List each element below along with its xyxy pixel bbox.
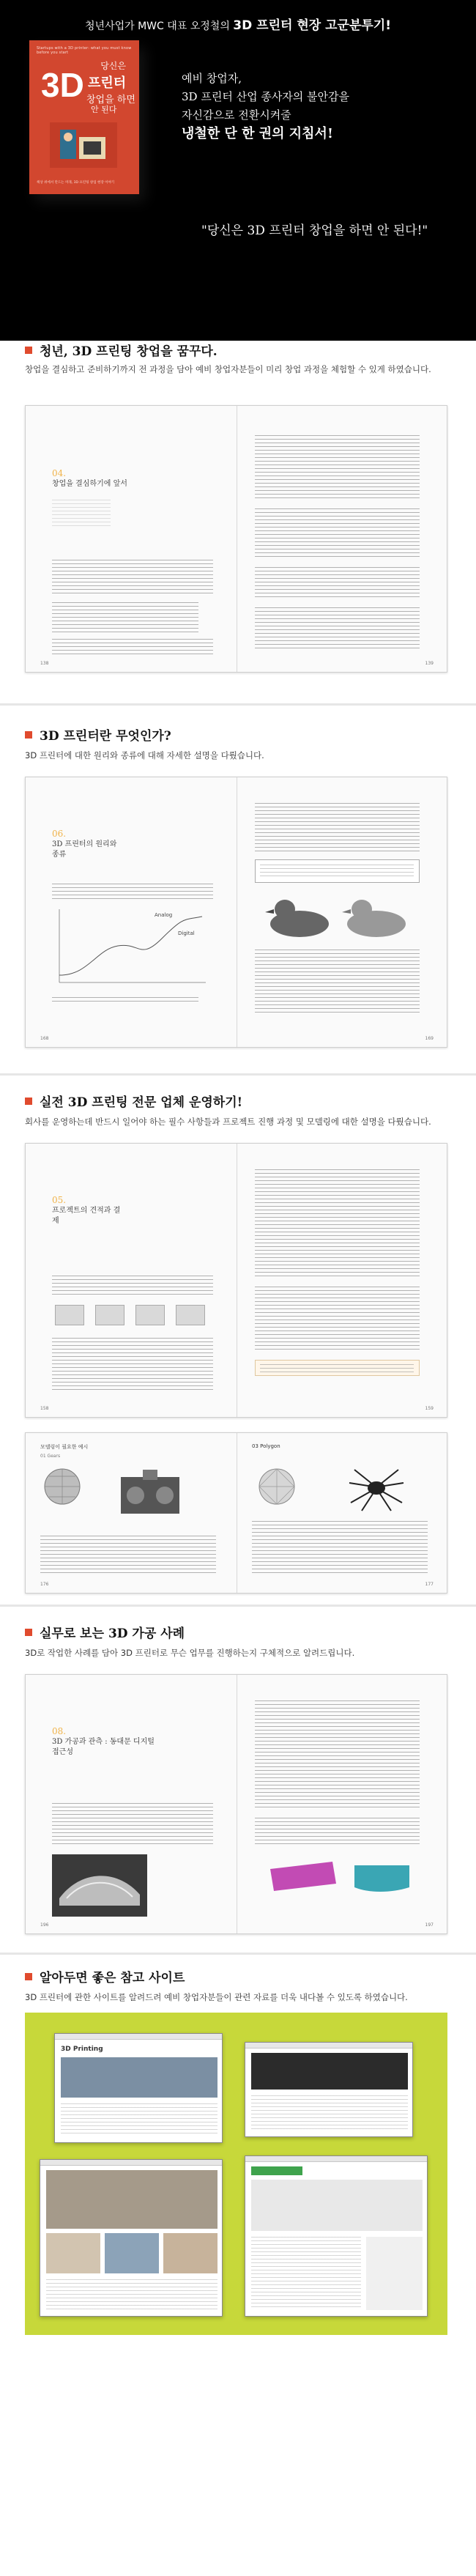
page-tag: 03 Polygon xyxy=(252,1443,280,1449)
section-title: 청년, 3D 프린팅 창업을 꿈꾸다. xyxy=(40,344,217,359)
chart-label-analog: Analog xyxy=(155,912,173,918)
section-marker xyxy=(25,1098,32,1105)
book-top-text: Startups with a 3D printer: what you must know before you start xyxy=(37,46,132,55)
site-logo xyxy=(251,2166,302,2175)
right-page xyxy=(237,1144,447,1417)
site-screenshot[interactable] xyxy=(54,2033,223,2143)
building-photo xyxy=(52,1854,147,1917)
3d-parts-image xyxy=(267,1858,413,1895)
tagline-highlight: 3D 프린터 현장 고군분투기! xyxy=(233,18,391,33)
left-page xyxy=(26,406,237,672)
section-marker xyxy=(25,1629,32,1636)
section-description: 3D로 작업한 사례를 담아 3D 프린터로 무슨 업무를 진행하는지 구체적으로 알려드립니다. xyxy=(25,1648,355,1658)
hero-banner xyxy=(0,0,476,341)
body-text xyxy=(255,1287,420,1352)
section-description: 3D 프린터에 대한 원리와 종류에 대해 자세한 설명을 다뤘습니다. xyxy=(25,750,264,760)
section-description: 창업을 결심하고 준비하기까지 전 과정을 담아 예비 창업자분들이 미리 창업 과정을 체험할 수 있게 하였습니다. xyxy=(25,364,431,374)
section-title: 실무로 보는 3D 가공 사례 xyxy=(40,1626,185,1641)
hero-quote: "당신은 3D 프린터 창업을 하면 안 된다!" xyxy=(201,223,428,238)
section-divider xyxy=(0,1073,476,1076)
body-text xyxy=(52,1338,213,1393)
body-text xyxy=(255,435,420,501)
body-text xyxy=(52,884,213,900)
body-text xyxy=(52,639,213,657)
polygon-sphere-image xyxy=(255,1466,299,1506)
site-banner xyxy=(251,2053,408,2090)
tagline-prefix: 청년사업가 MWC 대표 오정철의 xyxy=(85,21,234,32)
section-marker xyxy=(25,347,32,354)
book-title-3d: 3D xyxy=(41,66,84,104)
body-text xyxy=(255,508,420,560)
section-startup xyxy=(0,341,476,718)
section-3d-printer xyxy=(0,718,476,1084)
spider-model-image xyxy=(343,1462,409,1514)
body-text xyxy=(255,803,420,854)
site-screenshot[interactable] xyxy=(245,2042,413,2137)
left-page xyxy=(26,777,237,1047)
book-title-sub2: 안 된다 xyxy=(91,105,117,114)
body-text xyxy=(255,1818,420,1847)
section-divider xyxy=(0,703,476,706)
section-title: 실전 3D 프린팅 전문 업체 운영하기! xyxy=(40,1095,243,1110)
page-tag: 모델링이 필요한 예시 xyxy=(40,1444,89,1450)
site-screenshot[interactable] xyxy=(40,2159,223,2317)
site-text xyxy=(251,2095,408,2132)
chart-label-digital: Digital xyxy=(178,930,195,936)
site-thumb xyxy=(105,2233,159,2273)
chapter-title: 프로젝트의 견적과 결제 xyxy=(52,1207,121,1225)
body-text xyxy=(40,1536,216,1576)
section-marker xyxy=(25,731,32,739)
subtitle-text xyxy=(52,500,111,529)
page-number: 176 xyxy=(40,1582,49,1587)
section-case-study xyxy=(0,1612,476,1960)
book-foot-text: 책상 위에서 만드는 미래, 3D 프린팅 창업 현장 이야기 xyxy=(37,180,115,185)
browser-bar xyxy=(40,2160,222,2166)
device-icon xyxy=(176,1305,205,1325)
body-text xyxy=(255,607,420,651)
left-page xyxy=(26,1144,237,1417)
reference-sites-panel xyxy=(25,2013,447,2335)
section-title: 알아두면 좋은 참고 사이트 xyxy=(40,1971,185,1985)
body-text xyxy=(255,950,420,1015)
right-page xyxy=(237,777,447,1047)
duck-models-image xyxy=(259,891,417,942)
page-number: 168 xyxy=(40,1036,49,1041)
book-title-small: 당신은 xyxy=(100,61,126,71)
hero-copy-strong: 냉철한 단 한 권의 지침서! xyxy=(182,126,333,141)
caption-text xyxy=(52,997,198,1004)
body-text xyxy=(252,1521,428,1576)
section-heading xyxy=(25,1092,242,1110)
book-spread xyxy=(25,777,447,1048)
hero-copy xyxy=(182,70,349,143)
site-banner xyxy=(251,2180,423,2231)
device-icon xyxy=(55,1305,84,1325)
section-reference-sites xyxy=(0,1960,476,2356)
left-page xyxy=(26,1433,237,1593)
book-spread xyxy=(25,1143,447,1418)
device-icon xyxy=(95,1305,124,1325)
body-text xyxy=(52,1276,213,1298)
body-text xyxy=(52,1803,213,1847)
page-number: 196 xyxy=(40,1922,49,1928)
note-box xyxy=(255,1360,420,1376)
chapter-title: 3D 가공과 관측 : 동대문 디지털 접근성 xyxy=(52,1738,155,1756)
site-logo-text: 3D Printing xyxy=(61,2046,103,2053)
chapter-number: 08. xyxy=(52,1726,67,1736)
page-number: 138 xyxy=(40,661,49,666)
section-divider xyxy=(0,1953,476,1955)
site-thumb xyxy=(46,2233,100,2273)
page-caption: 01 Gears xyxy=(40,1454,61,1459)
page-number: 139 xyxy=(425,661,434,666)
page-number: 159 xyxy=(425,1406,434,1411)
hero-copy-line: 자신감으로 전환시켜줄 xyxy=(182,108,291,122)
book-title-printer: 프린터 xyxy=(88,75,127,91)
site-banner xyxy=(61,2057,217,2098)
hero-copy-line: 3D 프린터 산업 종사자의 불안감을 xyxy=(182,90,350,103)
hero-copy-line: 예비 창업자, xyxy=(182,72,242,85)
engine-model-image xyxy=(110,1466,190,1525)
right-page xyxy=(237,1433,447,1593)
browser-bar xyxy=(245,2043,412,2048)
site-screenshot[interactable] xyxy=(245,2155,428,2317)
section-marker xyxy=(25,1973,32,1980)
section-description: 회사를 운영하는데 반드시 일어야 하는 필수 사항들과 프로젝트 진행 과정 및 모델링에 대한 설명을 다뤘습니다. xyxy=(25,1117,431,1127)
section-heading xyxy=(25,1623,185,1641)
table-text xyxy=(260,865,414,879)
right-page xyxy=(237,1675,447,1933)
section-heading xyxy=(25,1967,185,1985)
body-text xyxy=(255,1700,420,1810)
section-title: 3D 프린터란 무엇인가? xyxy=(40,729,171,744)
site-thumb xyxy=(163,2233,217,2273)
page-number: 169 xyxy=(425,1036,434,1041)
section-divider xyxy=(0,1605,476,1607)
page-number: 158 xyxy=(40,1406,49,1411)
note-text xyxy=(260,1364,414,1372)
site-banner xyxy=(46,2170,217,2229)
site-text xyxy=(251,2237,361,2310)
hero-tagline xyxy=(0,15,476,33)
chapter-title: 창업을 결심하기에 앞서 xyxy=(52,480,127,488)
section-description: 3D 프린터에 관한 사이트를 알려드려 예비 창업자분들이 관련 자료를 더욱 내다볼 수 있도록 하였습니다. xyxy=(25,1992,408,2002)
body-text xyxy=(255,567,420,600)
analog-digital-chart xyxy=(52,906,213,990)
body-text xyxy=(52,602,198,635)
chapter-number: 04. xyxy=(52,468,67,478)
page-number: 197 xyxy=(425,1922,434,1928)
section-business xyxy=(0,1084,476,1612)
body-text xyxy=(255,1169,420,1279)
chapter-number: 06. xyxy=(52,829,67,839)
book-title-sub: 창업을 하면 xyxy=(86,95,135,106)
section-heading xyxy=(25,341,217,359)
left-page xyxy=(26,1675,237,1933)
sphere-model-image xyxy=(40,1466,84,1506)
device-icon xyxy=(135,1305,165,1325)
page-number: 177 xyxy=(425,1582,434,1587)
chapter-number: 05. xyxy=(52,1195,67,1205)
right-page xyxy=(237,406,447,672)
body-text xyxy=(52,560,213,596)
section-heading xyxy=(25,725,171,744)
site-text xyxy=(46,2279,217,2310)
site-sidebar xyxy=(366,2237,423,2310)
chapter-title: 3D 프린터의 원리와 종류 xyxy=(52,840,117,859)
browser-bar xyxy=(55,2034,222,2040)
site-text xyxy=(61,2103,217,2136)
book-cover xyxy=(29,40,139,194)
book-spread xyxy=(25,1432,447,1594)
book-spread xyxy=(25,1674,447,1934)
book-illustration xyxy=(50,122,117,168)
book-spread xyxy=(25,405,447,673)
comparison-table xyxy=(255,859,420,883)
browser-bar xyxy=(245,2156,427,2162)
